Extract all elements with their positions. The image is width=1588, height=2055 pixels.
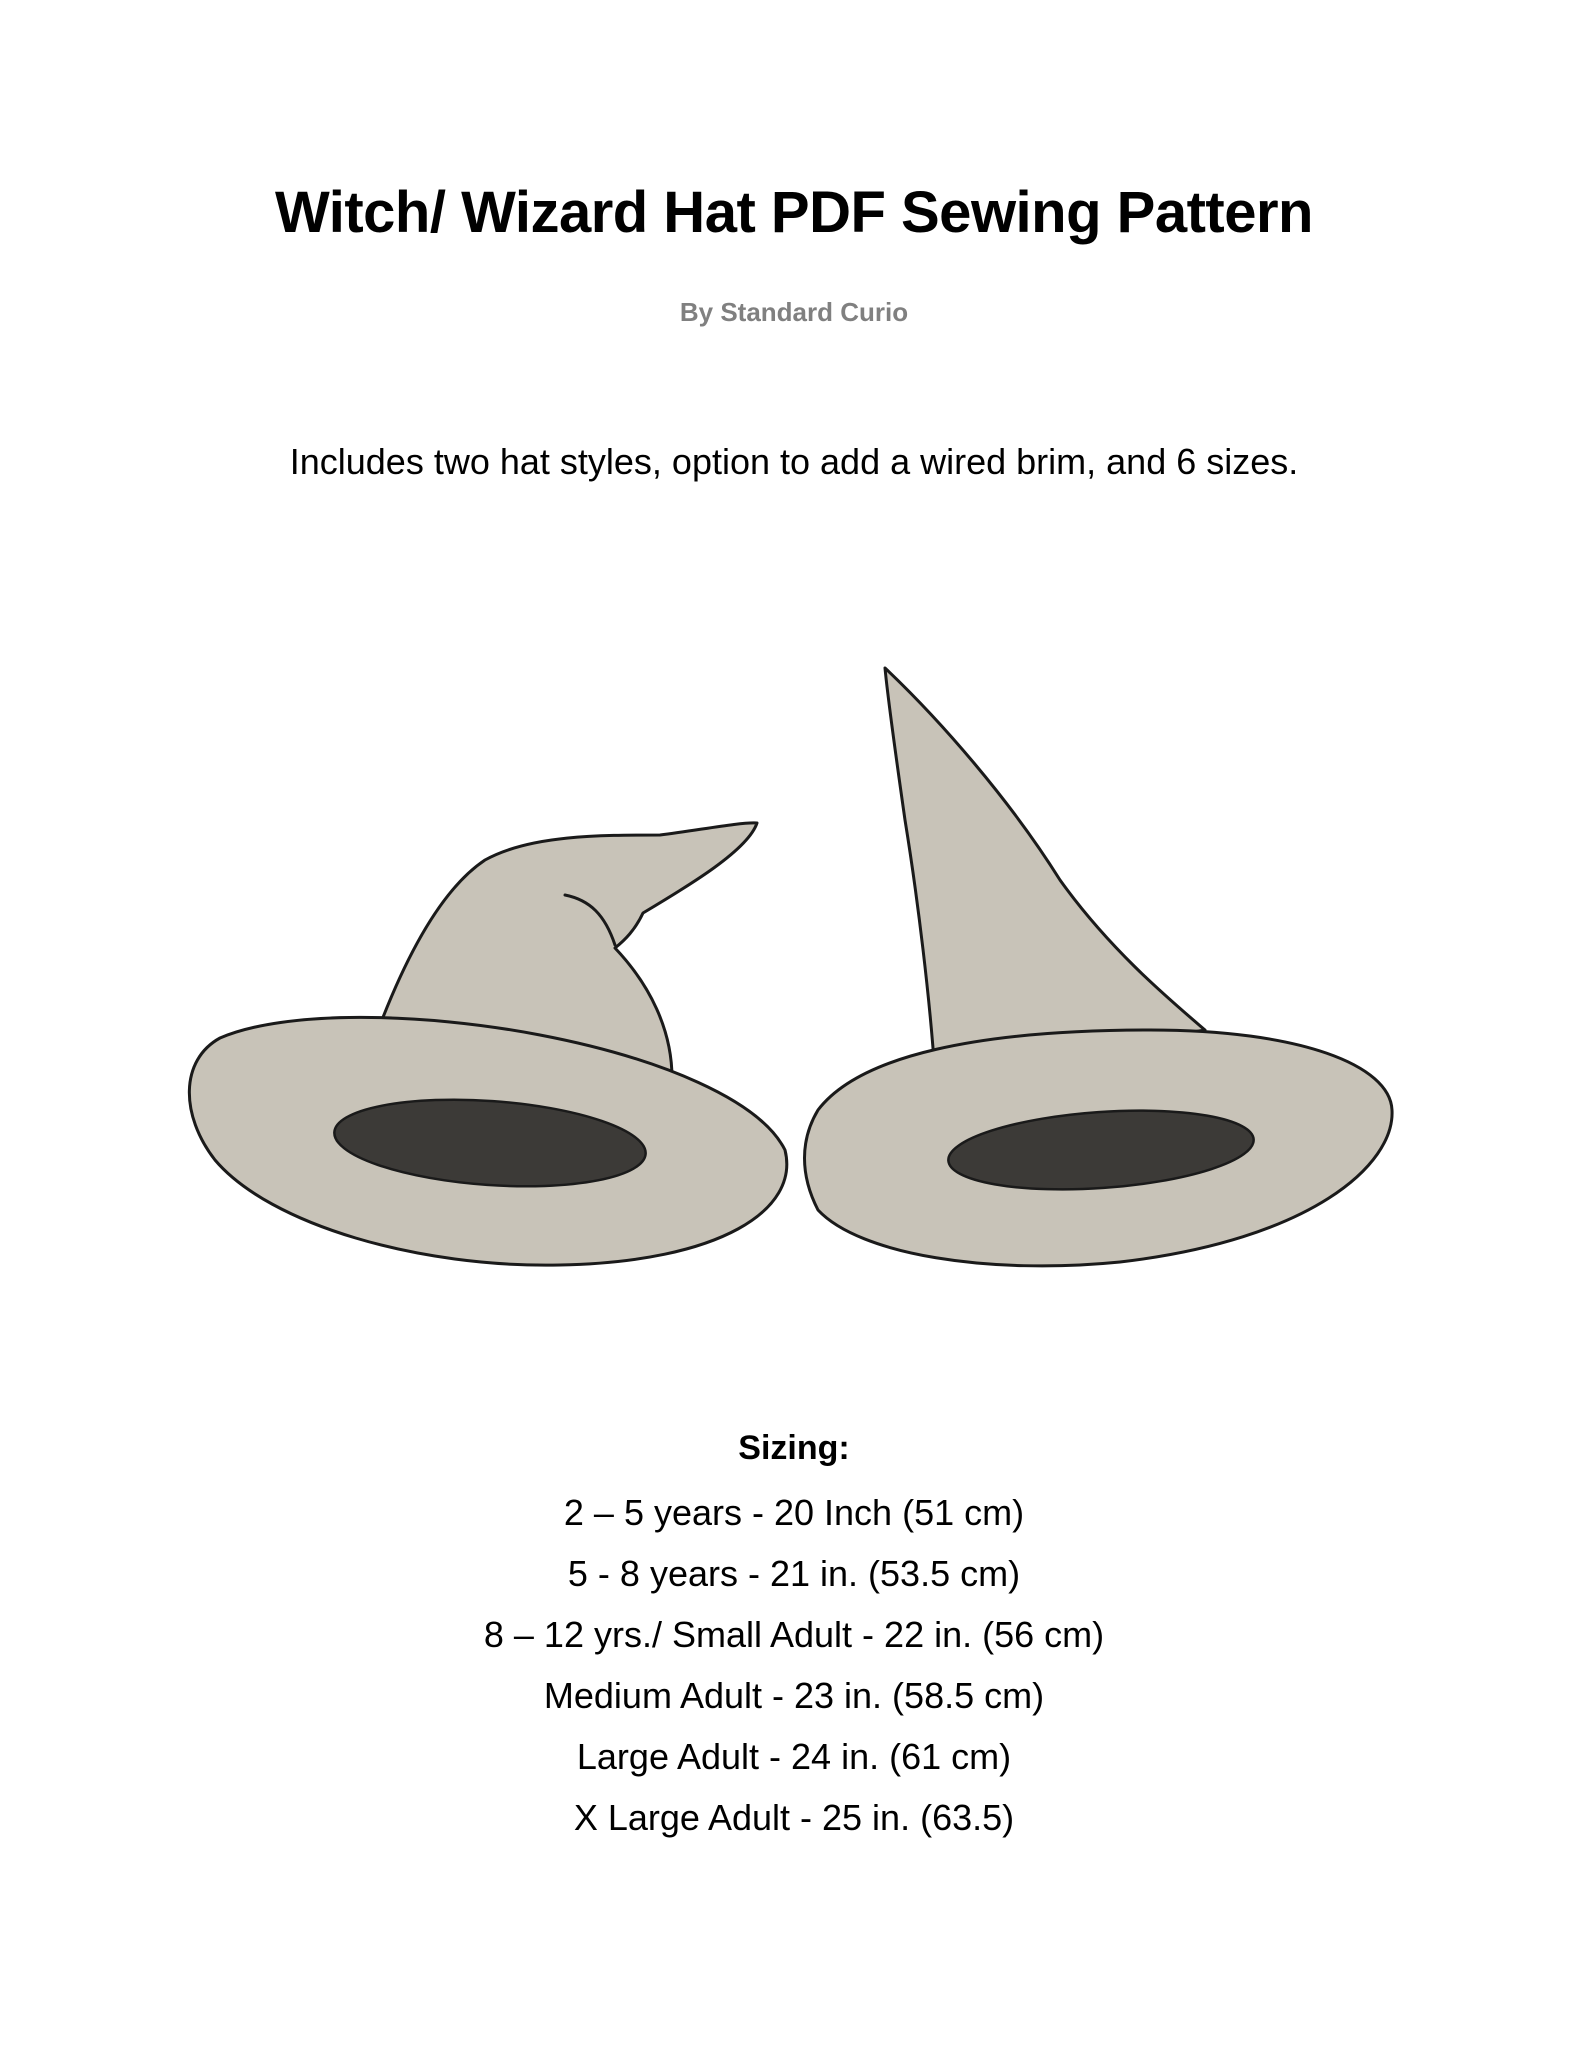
sizing-list [0, 1482, 1588, 1848]
size-item: X Large Adult - 25 in. (63.5) [573, 1797, 1015, 1838]
pointed-hat-crown [885, 668, 1205, 1075]
size-item: 2 – 5 years - 20 Inch (51 cm) [563, 1492, 1025, 1533]
sizing-section [0, 1426, 1588, 1848]
size-item: Medium Adult - 23 in. (58.5 cm) [543, 1675, 1045, 1716]
size-item: 8 – 12 yrs./ Small Adult - 22 in. (56 cm) [483, 1614, 1105, 1655]
pointed-hat-icon [805, 668, 1393, 1266]
bent-tip-hat-icon [189, 823, 786, 1265]
size-item: 5 - 8 years - 21 in. (53.5 cm) [567, 1553, 1021, 1594]
sizing-heading: Sizing: [738, 1429, 850, 1467]
author-byline: By Standard Curio [679, 297, 909, 327]
page-title: Witch/ Wizard Hat PDF Sewing Pattern [275, 180, 1313, 245]
size-item: Large Adult - 24 in. (61 cm) [576, 1736, 1012, 1777]
intro-text: Includes two hat styles, option to add a wired brim, and 6 sizes. [289, 441, 1299, 482]
